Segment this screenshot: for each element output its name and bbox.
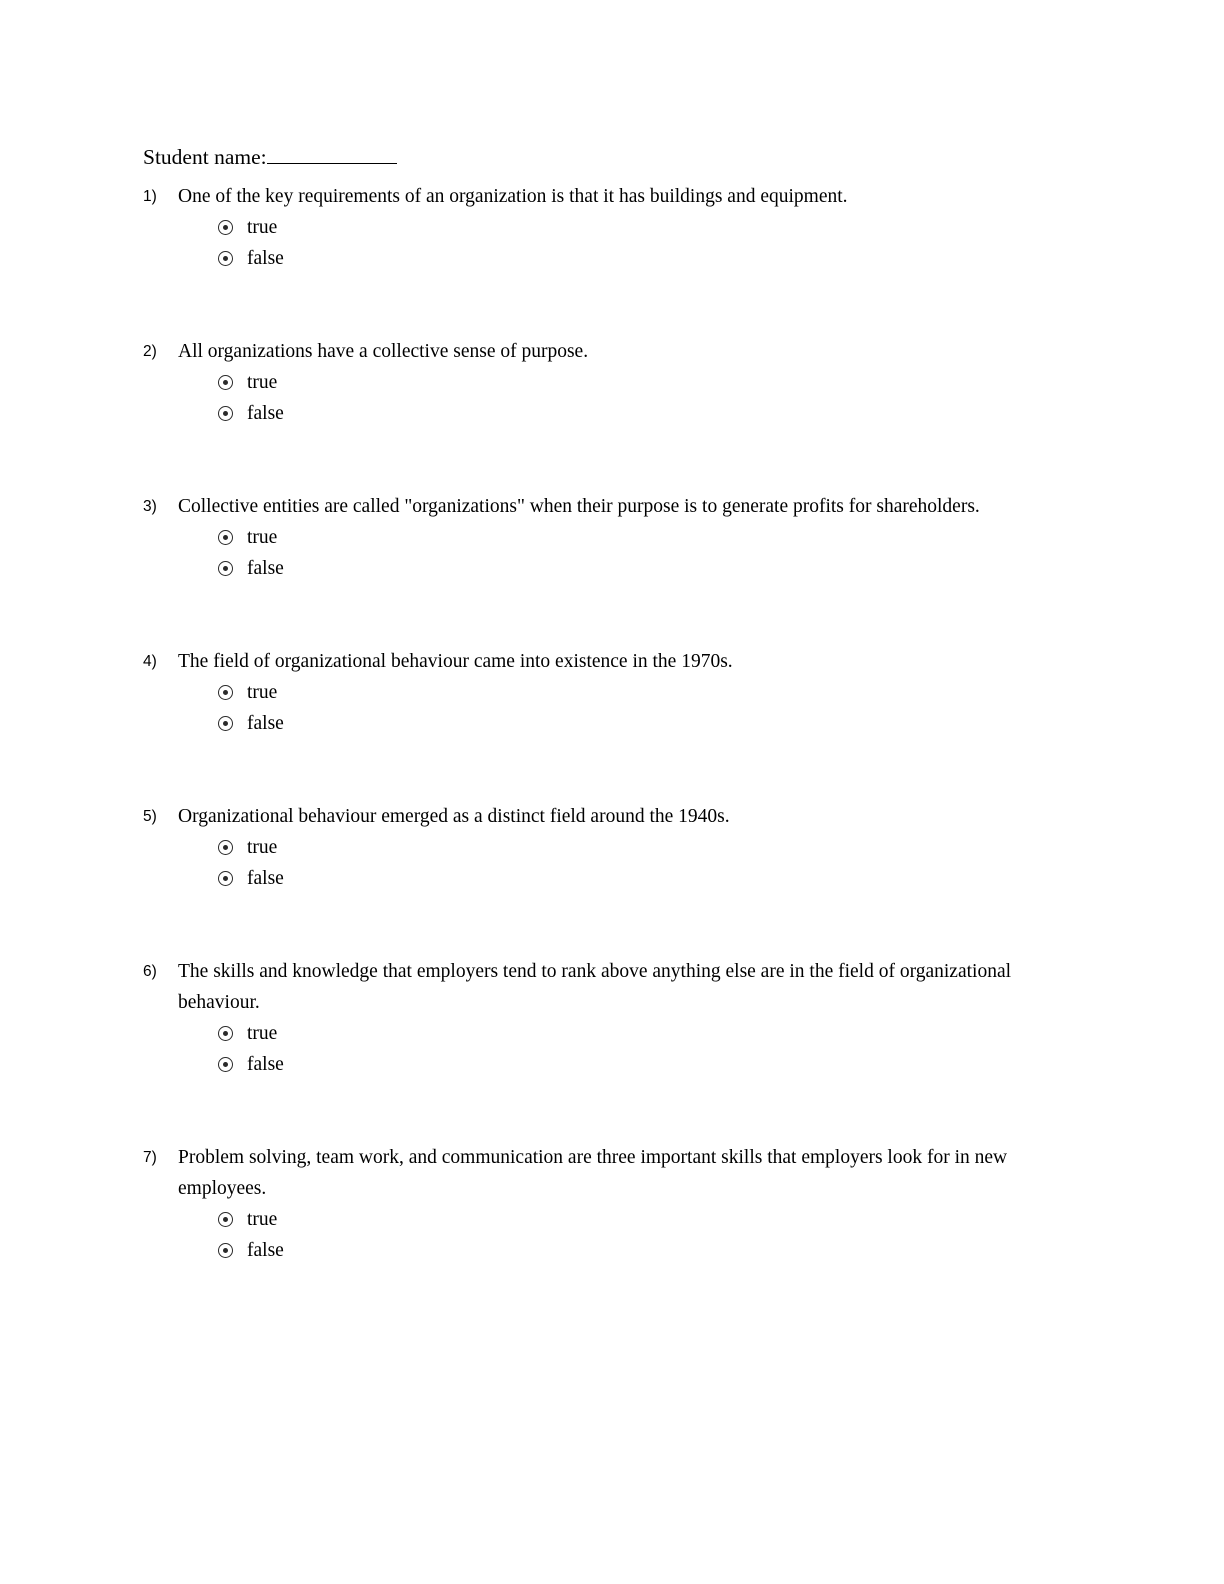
- radio-button-icon[interactable]: [218, 1243, 233, 1258]
- option-true[interactable]: [218, 212, 1084, 243]
- option-true[interactable]: [218, 1204, 1084, 1235]
- question-text: Problem solving, team work, and communication are three important skills that employers look for in new employees.: [178, 1147, 1008, 1199]
- question-2: [143, 336, 1084, 429]
- radio-button-icon[interactable]: [218, 220, 233, 235]
- option-true[interactable]: [218, 522, 1084, 553]
- question-number: 6): [143, 963, 157, 980]
- radio-button-icon[interactable]: [218, 1057, 233, 1072]
- radio-button-icon[interactable]: [218, 716, 233, 731]
- radio-button-icon[interactable]: [218, 406, 233, 421]
- option-false[interactable]: [218, 863, 1084, 894]
- option-label: true: [247, 526, 278, 548]
- question-number: 2): [143, 343, 157, 360]
- question-4: [143, 646, 1084, 739]
- radio-button-icon[interactable]: [218, 251, 233, 266]
- option-label: true: [247, 216, 278, 238]
- option-true[interactable]: [218, 1018, 1084, 1049]
- question-text: Collective entities are called "organizations" when their purpose is to generate profits for shareholders.: [178, 496, 980, 517]
- radio-button-icon[interactable]: [218, 840, 233, 855]
- question-text: The skills and knowledge that employers tend to rank above anything else are in the field of organizational behaviour.: [178, 961, 1012, 1013]
- radio-button-icon[interactable]: [218, 871, 233, 886]
- option-label: true: [247, 681, 278, 703]
- question-text: The field of organizational behaviour came into existence in the 1970s.: [178, 651, 733, 672]
- question-6: [143, 956, 1084, 1080]
- radio-button-icon[interactable]: [218, 1212, 233, 1227]
- option-false[interactable]: [218, 1235, 1084, 1266]
- option-label: true: [247, 1208, 278, 1230]
- option-label: false: [247, 712, 284, 734]
- option-false[interactable]: [218, 243, 1084, 274]
- option-true[interactable]: [218, 367, 1084, 398]
- option-label: true: [247, 1022, 278, 1044]
- option-label: false: [247, 867, 284, 889]
- question-number: 4): [143, 653, 157, 670]
- question-7: [143, 1142, 1084, 1266]
- radio-button-icon[interactable]: [218, 530, 233, 545]
- option-true[interactable]: [218, 677, 1084, 708]
- radio-button-icon[interactable]: [218, 375, 233, 390]
- options-group: [218, 212, 1084, 274]
- student-name-label: Student name:: [143, 145, 267, 169]
- question-number: 3): [143, 498, 157, 515]
- option-false[interactable]: [218, 1049, 1084, 1080]
- option-label: false: [247, 1239, 284, 1261]
- question-text: All organizations have a collective sense of purpose.: [178, 341, 589, 362]
- question-number: 5): [143, 808, 157, 825]
- options-group: [218, 367, 1084, 429]
- question-5: [143, 801, 1084, 894]
- student-name-blank-line[interactable]: [267, 145, 397, 164]
- options-group: [218, 522, 1084, 584]
- question-1: [143, 181, 1084, 274]
- option-false[interactable]: [218, 553, 1084, 584]
- student-name-row: [143, 143, 1084, 171]
- question-text: One of the key requirements of an organization is that it has buildings and equipment.: [178, 186, 848, 207]
- question-number: 1): [143, 188, 157, 205]
- option-label: false: [247, 247, 284, 269]
- question-3: [143, 491, 1084, 584]
- option-label: true: [247, 836, 278, 858]
- radio-button-icon[interactable]: [218, 1026, 233, 1041]
- options-group: [218, 832, 1084, 894]
- radio-button-icon[interactable]: [218, 561, 233, 576]
- options-group: [218, 1018, 1084, 1080]
- options-group: [218, 677, 1084, 739]
- option-false[interactable]: [218, 708, 1084, 739]
- radio-button-icon[interactable]: [218, 685, 233, 700]
- option-label: false: [247, 1053, 284, 1075]
- option-true[interactable]: [218, 832, 1084, 863]
- question-number: 7): [143, 1149, 157, 1166]
- option-false[interactable]: [218, 398, 1084, 429]
- options-group: [218, 1204, 1084, 1266]
- option-label: true: [247, 371, 278, 393]
- option-label: false: [247, 557, 284, 579]
- option-label: false: [247, 402, 284, 424]
- question-text: Organizational behaviour emerged as a distinct field around the 1940s.: [178, 806, 730, 827]
